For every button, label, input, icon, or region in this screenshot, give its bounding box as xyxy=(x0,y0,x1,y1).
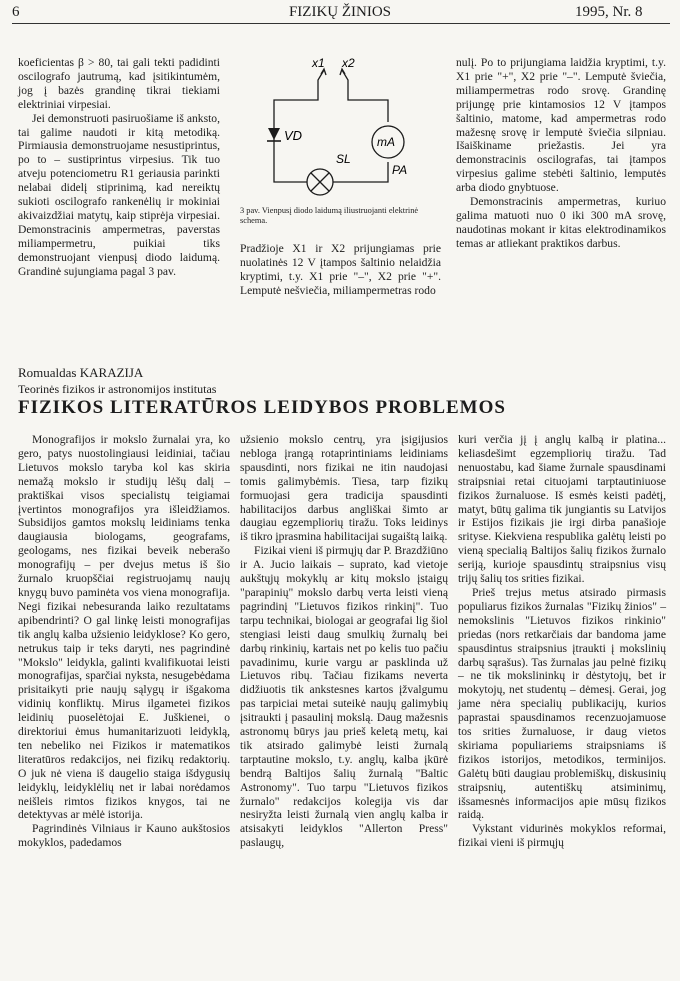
top-col3-paragraph-2: Demonstracinis ampermetras, kuriuo galima matuoti nuo 0 iki 300 mA srovę, naudotinas mokant ir kitas elektrodinamikos temas ar atliekant praktikos darbus. xyxy=(456,195,666,250)
top-col3-paragraph-1: nulį. Po to prijungiama laidžia kryptimi, t.y. X1 prie "+", X2 prie "–". Lemputė šviečia, miliampermetras rodo srovę. Grandinę prijungę prie kintamosios 12 V įtampos šaltinio, matome, kad ampermetras rodo mažesnę srovę ir lemputė šviečia silpniau. Išaiškiname priežastis. Jei yra demonstracinis oscilografas, tai įtampos virpesius galime stebėti šaltinio, lemputės arba diodo gnybtuose. xyxy=(456,56,666,195)
article-title: FIZIKOS LITERATŪROS LEIDYBOS PROBLEMOS xyxy=(18,397,506,418)
wire-left xyxy=(274,70,324,182)
article-col3-paragraph-1: kuri verčia jį į anglų kalbą ir platina... keliasdešimt egzempliorių tiražu. Tad nenuostabu, kad šiame žurnale spausdinami straipsniai retai cituojami tarptautiniuose fizikos žurnaluose. Iš esmės keisti padėtį, matyt, būtų galima tik jungiantis su Latvijos ir Estijos fizikais jie irgi dirba panašioje srityse. Kiekviena respublika galėtų leisti po vieną specialią Baltijos šalių fizikos žurnalo seriją, kurioje spausdintų straipsnius visų trijų šalių tos srities fizikai. xyxy=(458,433,666,586)
x1-label: x1 xyxy=(312,56,325,70)
top-column-3 xyxy=(456,56,666,251)
issue-info: 1995, Nr. 8 xyxy=(575,4,643,20)
ma-label: mA xyxy=(377,135,395,149)
figure-caption: 3 pav. Vienpusį diodo laidumą iliustruojanti elektrinė schema. xyxy=(240,206,419,225)
wire-right xyxy=(342,70,388,122)
article-column-1 xyxy=(18,433,230,850)
diode-symbol xyxy=(268,128,280,140)
vd-label: VD xyxy=(284,128,303,143)
article-column-2 xyxy=(240,433,448,850)
sl-label: SL xyxy=(336,152,351,166)
article-col1-paragraph-2: Pagrindinės Vilniaus ir Kauno aukštosios mokyklos, padedamos xyxy=(18,822,230,850)
top-col1-paragraph-2: Jei demonstruoti pasiruošiame iš anksto, tai galime naudoti ir kitą metodiką. Pirmiausia demonstruojame nesustiprintus, po to – sustiprintus virpesius. Tik tuo atveju potenciometru R1 geriausia parinkti nelabai didelį stiprinimą, kad nereiktų sukioti oscilografo rankenėlių ir mokiniai akivaizdžiai matytų, kaip stiprėja virpesiai. Demonstracinis ampermetras, paverstas miliampermetru, puikiai tiks demonstruojant vienpusį diodo laidumą. Grandinė sujungiama pagal 3 pav. xyxy=(18,111,220,278)
page-number: 6 xyxy=(12,4,20,20)
header-rule xyxy=(12,23,670,24)
top-column-2 xyxy=(240,242,441,298)
circuit-diagram xyxy=(238,56,440,204)
article-col1-paragraph-1: Monografijos ir mokslo žurnalai yra, ko gero, patys nuostolingiausi leidiniai, tačiau Lietuvos mokslo taryba kol kas skiria nemažą mokslo ir studijų lėšų dalį – praktiškai visos specialistų teigiamai įvertintos monografijos yra išleidžiamos. Subsidijos gamtos mokslų leidiniams tenka daugiausia biologams, geografams, geologams, nes fizikai beveik neberašo monografijų – per dvejus metus iš šio žurnalo kruopščiai registruojamų naujų knygų buvo paminėta vos viena monografija. Negi fizikai nebesuranda laiko rezultatams apibendrinti? O gal linkę leisti monografijas tik anglų kalba užsienio leidyklose? Ko gero, netrukus taip ir teks daryti, nes pagrindinė "Mokslo" leidykla, galinti kvalifikuotai leisti monografijas, sparčiai nyksta, nesugebėdama prisitaikyti prie naujų sąlygų ir išgakoma vidinių konfliktų. Mirus ilgametei fizikos leidinių puoselėtojai E. Juškienei, o direktoriui ėmus humanitarizuoti leidyklą, ten nebeliko nei Fizikos ir matematikos literatūros redakcijos, nei fizikų redaktorių. O juk nė viena iš daugelio staiga išdygusių leidyklų, leidyklėlių net ir labai norėdamos neišleis rimtos fizikos knygos, tai ne detektyvas ar mėlė istorija. xyxy=(18,433,230,822)
journal-title: FIZIKŲ ŽINIOS xyxy=(288,4,392,20)
article-col2-paragraph-1: užsienio mokslo centrų, yra įsigijusios nebloga įrangą rotaprintiniams leidiniams spausdinti, nors fizikai ne itin naudojasi tomis galimybėmis. Tiesa, tarp fizikų formuojasi gera tradicija spausdinti habilitacijos darbus angliškai šimto ar daugiau egzempliorių tiražu. Toks leidinys iš tikro įprasmina habilitacijai sugaištą laiką. xyxy=(240,433,448,544)
top-column-1 xyxy=(18,56,220,279)
top-col2-paragraph: Pradžioje X1 ir X2 prijungiamas prie nuolatinės 12 V įtampos šaltinio nelaidžia kryptimi, t.y. X1 prie "–", X2 prie "+". Lemputė nešviečia, miliampermetras rodo xyxy=(240,242,441,297)
x2-label: x2 xyxy=(342,56,355,70)
article-column-3 xyxy=(458,433,666,850)
article-col3-paragraph-3: Vykstant vidurinės mokyklos reformai, fizikai vieni iš pirmųjų xyxy=(458,822,666,850)
article-col2-paragraph-2: Fizikai vieni iš pirmųjų dar P. Brazdžiūno ir A. Jucio laikais – suprato, kad vietoje aukštųjų mokyklų ar kitų mokslo įstaigų "parapinių" mokslo darbų verta leisti vieną pagrindinį "Lietuvos fizikos rinkinį". Tuo tarpu technikai, biologai ar geografai lig šiol stengiasi leisti daug smulkių žurnalų bei darbų rinkinių, kartais net po kelis tuo pačiu pavadinimu, kurie vargu ar pasklinda už Lietuvos ribų. Tačiau fizikams neverta didžiuotis tik ankstesnes kartos įžvalgumu pas tarpiciai metai suteikė naujų galimybių įsitraukti į pasaulinį mokslą. Daug mažesnis astronomų būrys jau prieš keletą metų, kai tik atsirado galimybė leisti žurnalą tarptautine mokslo, t.y. anglų, kalba įkūrė bendrą Baltijos šalių žurnalą "Baltic Astronomy". Tuo tarpu "Lietuvos fizikos žurnalo" redakcijos kolegija vis dar nesiryžta leisti žurnalą vien anglų kalba ir atsisakyti leidyklos "Allerton Press" paslaugų, xyxy=(240,544,448,850)
pa-label: PA xyxy=(392,163,408,177)
author-name: Romualdas KARAZIJA xyxy=(18,365,144,380)
article-col3-paragraph-2: Prieš trejus metus atsirado pirmasis populiarus fizikos žurnalas "Fizikų žinios" – nemokslinis "Lietuvos fizikos rinkinio" priedas (nors retkarčiais dar bandoma jame spausdintus straipsnius įtraukti į mokslinių darbų sąrašus). Tas žurnalas jau pelnė fizikų – ne tik mokslininkų ir dėstytojų, bet ir mokytojų, net studentų – dėmesį. Gerai, jog jame nėra specialių publikacijų, kurios paprastai spausdinamos recenzuojamuose tos srities žurnaluose, ir daug vietos skiriama populiariems straipsniams iš fizikos istorijos, metodikos, terminijos. Galėtų būti daugiau problemiškų, diskusinių straipsnių, autentiškų atsiminimų, išsamesnės informacijos apie mūsų fizikos raidą. xyxy=(458,585,666,822)
top-col1-paragraph-1: koeficientas β > 80, tai gali tekti padidinti oscilografo jautrumą, kad įsitikintumėm, jog į bazės grandinę tikrai tiekiami elektriniai virpesiai. xyxy=(18,56,220,111)
author-affiliation: Teorinės fizikos ir astronomijos institutas xyxy=(18,382,217,396)
